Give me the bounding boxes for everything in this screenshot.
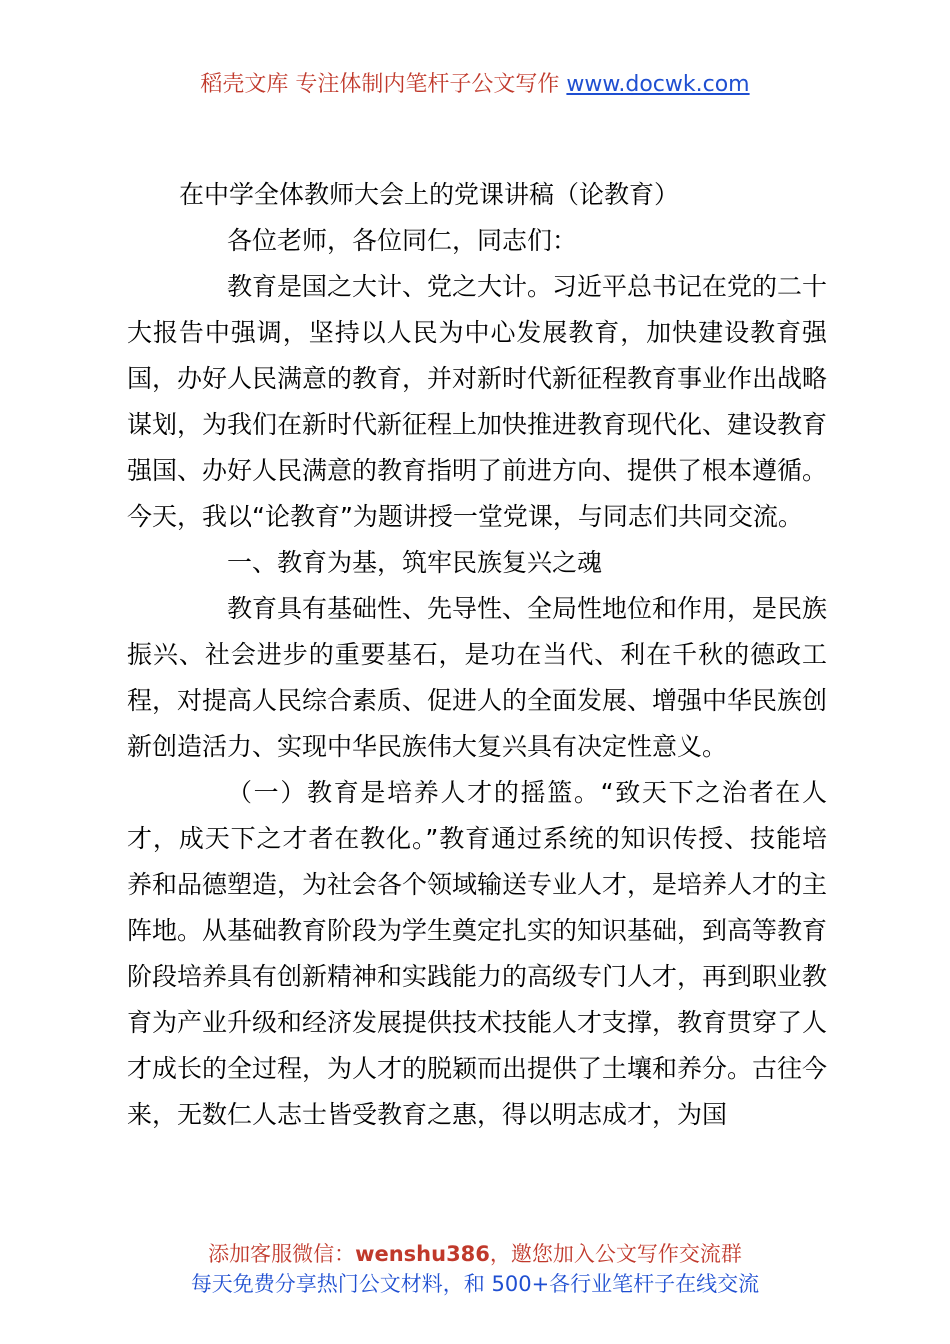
header-brand-text: 稻壳文库 专注体制内笔杆子公文写作 — [200, 72, 567, 97]
document-body — [127, 172, 827, 1138]
body-paragraph: 教育具有基础性、先导性、全局性地位和作用，是民族振兴、社会进步的重要基石，是功在当代、利在千秋的德政工程，对提高人民综合素质、促进人的全面发展、增强中华民族创新创造活力、实现中华民族伟大复兴具有决定性意义。 — [127, 594, 828, 761]
watermark-header — [0, 70, 950, 100]
salutation-paragraph: 各位老师，各位同仁，同志们： — [227, 226, 578, 255]
header-site-link[interactable]: www.docwk.com — [566, 72, 750, 97]
body-paragraph: （一）教育是培养人才的摇篮。“致天下之治者在人才，成天下之才者在教化。”教育通过系统的知识传授、技能培养和品德塑造，为社会各个领域输送专业人才，是培养人才的主阵地。从基础教育阶段为学生奠定扎实的知识基础，到高等教育阶段培养具有创新精神和实践能力的高级专门人才，再到职业教育为产业升级和经济发展提供技术技能人才支撑，教育贯穿了人才成长的全过程，为人才的脱颖而出提供了土壤和养分。古往今来，无数仁人志士皆受教育之惠，得以明志成才，为国 — [127, 778, 828, 1129]
footer-line-2: 每天免费分享热门公文材料，和 500+各行业笔杆子在线交流 — [190, 1272, 760, 1296]
footer-line-1 — [0, 1239, 950, 1269]
section-heading: 一、教育为基，筑牢民族复兴之魂 — [227, 548, 603, 577]
footer-line-1-suffix: ，邀您加入公文写作交流群 — [489, 1242, 742, 1266]
footer-line-1-prefix: 添加客服微信： — [208, 1242, 356, 1266]
footer-wechat-id: wenshu386 — [355, 1242, 490, 1266]
watermark-footer — [0, 1239, 950, 1299]
document-title: 在中学全体教师大会上的党课讲稿（论教育） — [179, 180, 680, 209]
intro-paragraph: 教育是国之大计、党之大计。习近平总书记在党的二十大报告中强调，坚持以人民为中心发展教育，加快建设教育强国，办好人民满意的教育，并对新时代新征程教育事业作出战略谋划，为我们在新时代新征程上加快推进教育现代化、建设教育强国、办好人民满意的教育指明了前进方向、提供了根本遵循。今天，我以“论教育”为题讲授一堂党课，与同志们共同交流。 — [127, 272, 828, 531]
